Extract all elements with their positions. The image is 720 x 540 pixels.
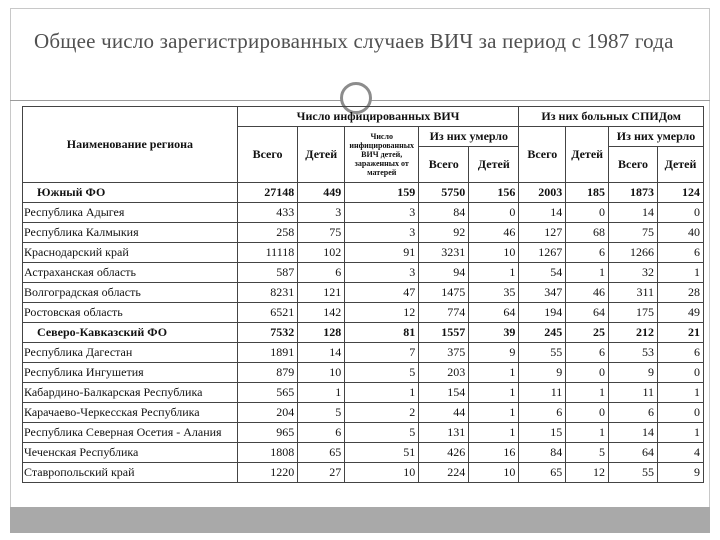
value-cell: 39 (469, 323, 519, 343)
value-cell: 27 (298, 463, 345, 483)
value-cell: 0 (658, 363, 704, 383)
header-from-mothers: Число инфицированных ВИЧ детей, зараженных от матерей (345, 127, 419, 183)
table-row (23, 303, 704, 323)
value-cell: 7532 (237, 323, 297, 343)
value-cell: 14 (519, 203, 566, 223)
value-cell: 1 (566, 383, 609, 403)
header-aids-children: Детей (566, 127, 609, 183)
value-cell: 1 (298, 383, 345, 403)
value-cell: 1 (658, 423, 704, 443)
value-cell: 212 (609, 323, 658, 343)
value-cell: 375 (419, 343, 469, 363)
value-cell: 11118 (237, 243, 297, 263)
value-cell: 433 (237, 203, 297, 223)
table-row (23, 243, 704, 263)
table-row (23, 343, 704, 363)
value-cell: 587 (237, 263, 297, 283)
value-cell: 47 (345, 283, 419, 303)
value-cell: 44 (419, 403, 469, 423)
value-cell: 9 (609, 363, 658, 383)
slide-title: Общее число зарегистрированных случаев ВИЧ за период с 1987 года (34, 29, 674, 53)
header-died: Из них умерло (419, 127, 519, 147)
value-cell: 6521 (237, 303, 297, 323)
header-hiv-total: Число инфицированных ВИЧ (237, 107, 519, 127)
value-cell: 6 (298, 263, 345, 283)
header-aids-died-total: Всего (609, 147, 658, 183)
value-cell: 102 (298, 243, 345, 263)
value-cell: 156 (469, 183, 519, 203)
value-cell: 64 (609, 443, 658, 463)
table-row (23, 283, 704, 303)
value-cell: 53 (609, 343, 658, 363)
value-cell: 10 (298, 363, 345, 383)
value-cell: 64 (469, 303, 519, 323)
value-cell: 7 (345, 343, 419, 363)
value-cell: 203 (419, 363, 469, 383)
value-cell: 68 (566, 223, 609, 243)
value-cell: 131 (419, 423, 469, 443)
value-cell: 75 (609, 223, 658, 243)
value-cell: 46 (469, 223, 519, 243)
value-cell: 5 (566, 443, 609, 463)
header-region: Наименование региона (23, 107, 238, 183)
header-total: Всего (237, 127, 297, 183)
header-children: Детей (298, 127, 345, 183)
value-cell: 54 (519, 263, 566, 283)
value-cell: 121 (298, 283, 345, 303)
value-cell: 16 (469, 443, 519, 463)
region-name-cell: Чеченская Республика (23, 443, 238, 463)
table-row (23, 463, 704, 483)
value-cell: 84 (519, 443, 566, 463)
value-cell: 311 (609, 283, 658, 303)
value-cell: 1475 (419, 283, 469, 303)
header-died-children: Детей (469, 147, 519, 183)
value-cell: 1220 (237, 463, 297, 483)
value-cell: 5 (298, 403, 345, 423)
value-cell: 0 (469, 203, 519, 223)
region-name-cell: Южный ФО (23, 183, 238, 203)
value-cell: 0 (566, 203, 609, 223)
value-cell: 5 (345, 363, 419, 383)
value-cell: 0 (566, 363, 609, 383)
table-row (23, 403, 704, 423)
value-cell: 6 (658, 343, 704, 363)
region-name-cell: Республика Калмыкия (23, 223, 238, 243)
value-cell: 55 (519, 343, 566, 363)
value-cell: 35 (469, 283, 519, 303)
value-cell: 3 (298, 203, 345, 223)
value-cell: 1266 (609, 243, 658, 263)
value-cell: 1 (658, 383, 704, 403)
value-cell: 75 (298, 223, 345, 243)
value-cell: 6 (658, 243, 704, 263)
value-cell: 1 (345, 383, 419, 403)
value-cell: 15 (519, 423, 566, 443)
header-aids-all: Всего (519, 127, 566, 183)
region-name-cell: Республика Дагестан (23, 343, 238, 363)
value-cell: 3231 (419, 243, 469, 263)
value-cell: 3 (345, 223, 419, 243)
value-cell: 9 (519, 363, 566, 383)
value-cell: 3 (345, 203, 419, 223)
value-cell: 46 (566, 283, 609, 303)
region-name-cell: Астраханская область (23, 263, 238, 283)
hiv-statistics-table (22, 106, 704, 483)
value-cell: 9 (469, 343, 519, 363)
value-cell: 565 (237, 383, 297, 403)
value-cell: 1 (469, 263, 519, 283)
value-cell: 245 (519, 323, 566, 343)
value-cell: 14 (609, 203, 658, 223)
value-cell: 127 (519, 223, 566, 243)
value-cell: 1 (566, 423, 609, 443)
value-cell: 55 (609, 463, 658, 483)
value-cell: 3 (345, 263, 419, 283)
value-cell: 21 (658, 323, 704, 343)
value-cell: 10 (345, 463, 419, 483)
value-cell: 92 (419, 223, 469, 243)
value-cell: 6 (298, 423, 345, 443)
header-aids-died: Из них умерло (609, 127, 704, 147)
value-cell: 91 (345, 243, 419, 263)
table-row (23, 363, 704, 383)
table-row (23, 223, 704, 243)
value-cell: 142 (298, 303, 345, 323)
value-cell: 12 (345, 303, 419, 323)
value-cell: 1267 (519, 243, 566, 263)
region-name-cell: Кабардино-Балкарская Республика (23, 383, 238, 403)
value-cell: 10 (469, 243, 519, 263)
value-cell: 1 (658, 263, 704, 283)
value-cell: 0 (658, 203, 704, 223)
region-name-cell: Ставропольский край (23, 463, 238, 483)
value-cell: 1 (469, 383, 519, 403)
value-cell: 4 (658, 443, 704, 463)
value-cell: 2 (345, 403, 419, 423)
value-cell: 5750 (419, 183, 469, 203)
region-name-cell: Республика Северная Осетия - Алания (23, 423, 238, 443)
region-name-cell: Республика Адыгея (23, 203, 238, 223)
region-name-cell: Северо-Кавказский ФО (23, 323, 238, 343)
value-cell: 14 (609, 423, 658, 443)
value-cell: 1808 (237, 443, 297, 463)
value-cell: 1873 (609, 183, 658, 203)
value-cell: 27148 (237, 183, 297, 203)
value-cell: 5 (345, 423, 419, 443)
table-row (23, 383, 704, 403)
value-cell: 347 (519, 283, 566, 303)
value-cell: 175 (609, 303, 658, 323)
table-row (23, 443, 704, 463)
table-row (23, 263, 704, 283)
value-cell: 11 (519, 383, 566, 403)
value-cell: 94 (419, 263, 469, 283)
value-cell: 14 (298, 343, 345, 363)
region-name-cell: Карачаево-Черкесская Республика (23, 403, 238, 423)
value-cell: 84 (419, 203, 469, 223)
value-cell: 64 (566, 303, 609, 323)
value-cell: 154 (419, 383, 469, 403)
value-cell: 65 (519, 463, 566, 483)
value-cell: 6 (566, 243, 609, 263)
value-cell: 449 (298, 183, 345, 203)
table-row (23, 323, 704, 343)
footer-bar (10, 507, 710, 533)
value-cell: 185 (566, 183, 609, 203)
table-row (23, 203, 704, 223)
table-body (23, 183, 704, 483)
value-cell: 879 (237, 363, 297, 383)
value-cell: 9 (658, 463, 704, 483)
value-cell: 224 (419, 463, 469, 483)
value-cell: 124 (658, 183, 704, 203)
value-cell: 51 (345, 443, 419, 463)
value-cell: 1 (469, 363, 519, 383)
value-cell: 81 (345, 323, 419, 343)
value-cell: 426 (419, 443, 469, 463)
value-cell: 128 (298, 323, 345, 343)
value-cell: 194 (519, 303, 566, 323)
value-cell: 1 (469, 403, 519, 423)
region-name-cell: Краснодарский край (23, 243, 238, 263)
region-name-cell: Волгоградская область (23, 283, 238, 303)
value-cell: 6 (609, 403, 658, 423)
value-cell: 1891 (237, 343, 297, 363)
value-cell: 40 (658, 223, 704, 243)
value-cell: 2003 (519, 183, 566, 203)
value-cell: 10 (469, 463, 519, 483)
value-cell: 0 (658, 403, 704, 423)
value-cell: 0 (566, 403, 609, 423)
value-cell: 6 (519, 403, 566, 423)
value-cell: 32 (609, 263, 658, 283)
value-cell: 204 (237, 403, 297, 423)
region-name-cell: Ростовская область (23, 303, 238, 323)
table-row (23, 423, 704, 443)
value-cell: 25 (566, 323, 609, 343)
value-cell: 159 (345, 183, 419, 203)
value-cell: 6 (566, 343, 609, 363)
value-cell: 965 (237, 423, 297, 443)
value-cell: 49 (658, 303, 704, 323)
value-cell: 65 (298, 443, 345, 463)
header-aids-died-children: Детей (658, 147, 704, 183)
region-name-cell: Республика Ингушетия (23, 363, 238, 383)
value-cell: 774 (419, 303, 469, 323)
value-cell: 28 (658, 283, 704, 303)
table-row (23, 183, 704, 203)
value-cell: 1557 (419, 323, 469, 343)
value-cell: 1 (566, 263, 609, 283)
value-cell: 258 (237, 223, 297, 243)
value-cell: 1 (469, 423, 519, 443)
value-cell: 11 (609, 383, 658, 403)
value-cell: 12 (566, 463, 609, 483)
header-died-total: Всего (419, 147, 469, 183)
header-aids-total: Из них больных СПИДом (519, 107, 704, 127)
value-cell: 8231 (237, 283, 297, 303)
